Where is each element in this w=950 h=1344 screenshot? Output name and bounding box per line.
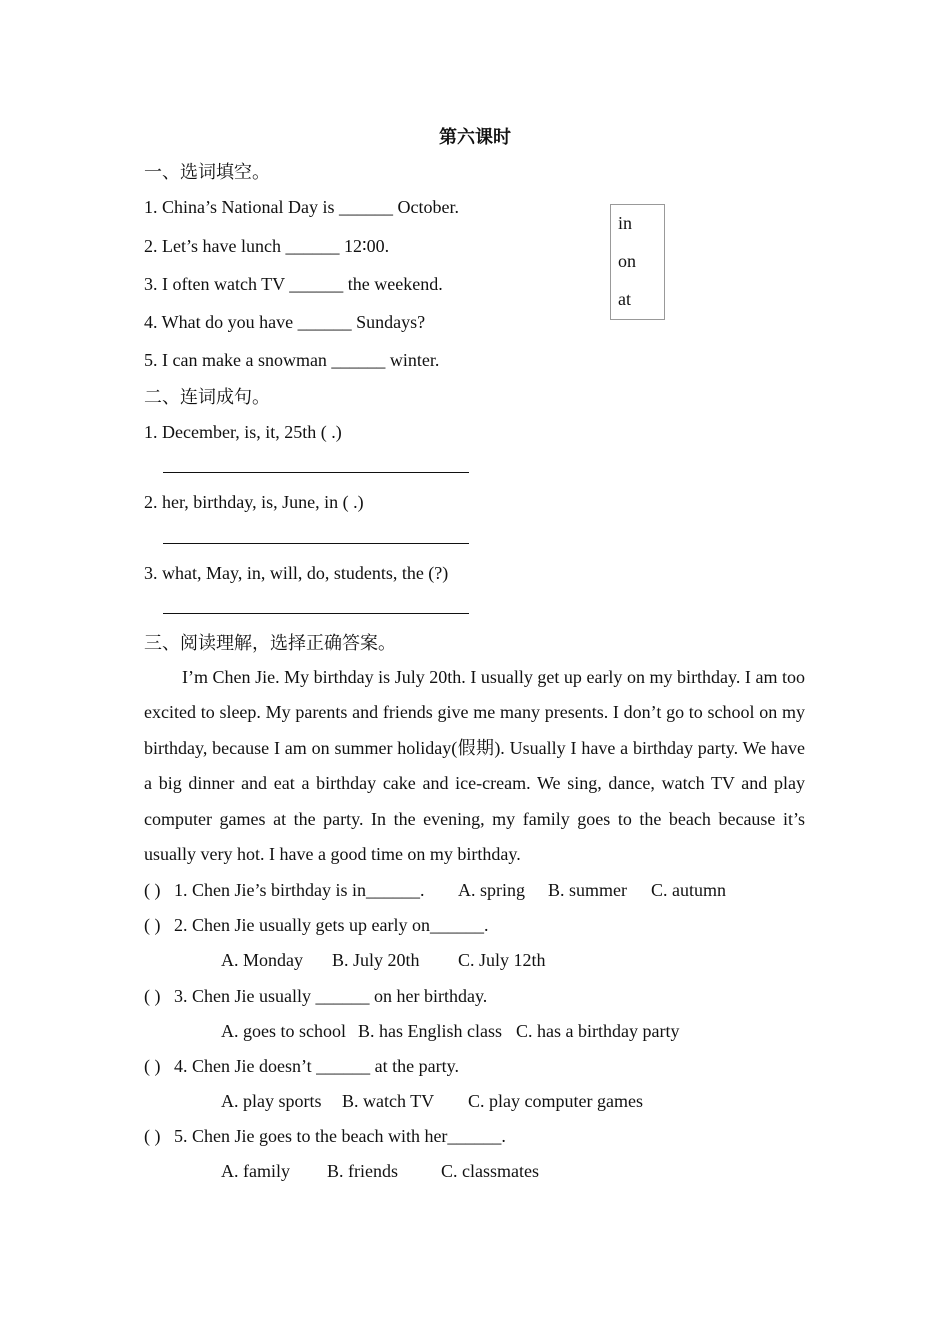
answer-paren-2: ( ) bbox=[144, 915, 161, 935]
answer-line-2 bbox=[163, 543, 469, 544]
question-4-option-b: B. watch TV bbox=[342, 1091, 435, 1111]
sentence-item-1: 1. December, is, it, 25th ( .) bbox=[144, 422, 342, 442]
fill-blank-item-2: 2. Let’s have lunch ______ 12∶00. bbox=[144, 236, 390, 256]
question-2-option-a: A. Monday bbox=[221, 950, 303, 970]
question-3-option-b: B. has English class bbox=[358, 1021, 502, 1041]
page-title: 第六课时 bbox=[439, 127, 511, 147]
question-1-option-a: A. spring bbox=[458, 880, 525, 900]
section2-heading: 二、连词成句。 bbox=[144, 387, 270, 407]
sentence-item-2: 2. her, birthday, is, June, in ( .) bbox=[144, 492, 364, 512]
question-2-option-b: B. July 20th bbox=[332, 950, 420, 970]
word-box-option-on: on bbox=[618, 251, 636, 271]
fill-blank-item-1: 1. China’s National Day is ______ October. bbox=[144, 197, 459, 217]
answer-line-1 bbox=[163, 472, 469, 473]
fill-blank-item-4: 4. What do you have ______ Sundays? bbox=[144, 312, 426, 332]
sentence-item-3: 3. what, May, in, will, do, students, the (?) bbox=[144, 563, 449, 583]
answer-line-3 bbox=[163, 613, 469, 614]
question-2-stem: 2. Chen Jie usually gets up early on______. bbox=[174, 915, 489, 935]
word-box bbox=[610, 204, 665, 320]
question-4-option-c: C. play computer games bbox=[468, 1091, 643, 1111]
question-1-option-c: C. autumn bbox=[651, 880, 726, 900]
word-box-option-at: at bbox=[618, 289, 631, 309]
fill-blank-item-3: 3. I often watch TV ______ the weekend. bbox=[144, 274, 443, 294]
answer-paren-3: ( ) bbox=[144, 986, 161, 1006]
reading-passage: I’m Chen Jie. My birthday is July 20th. I usually get up early on my birthday. I am too excited to sleep. My parents and friends give me many presents. I don’t go to school on my birthday, because I am on summer holiday(假期). Usually I have a birthday party. We have a big dinner and eat a birthday cake and ice-cream. We sing, dance, watch TV and play computer games at the party. In the evening, my family goes to the beach because it’s usually very hot. I have a good time on my birthday. bbox=[144, 667, 805, 865]
question-3-option-c: C. has a birthday party bbox=[516, 1021, 680, 1041]
question-4-stem: 4. Chen Jie doesn’t ______ at the party. bbox=[174, 1056, 459, 1076]
word-box-option-in: in bbox=[618, 213, 633, 233]
question-5-option-a: A. family bbox=[221, 1161, 290, 1181]
answer-paren-4: ( ) bbox=[144, 1056, 161, 1076]
question-5-stem: 5. Chen Jie goes to the beach with her______. bbox=[174, 1126, 506, 1146]
answer-paren-1: ( ) bbox=[144, 880, 161, 900]
question-3-stem: 3. Chen Jie usually ______ on her birthday. bbox=[174, 986, 488, 1006]
question-1-option-b: B. summer bbox=[548, 880, 627, 900]
section1-heading: 一、选词填空。 bbox=[144, 162, 270, 182]
question-5-option-b: B. friends bbox=[327, 1161, 398, 1181]
question-4-option-a: A. play sports bbox=[221, 1091, 322, 1111]
fill-blank-item-5: 5. I can make a snowman ______ winter. bbox=[144, 350, 440, 370]
question-1-stem: 1. Chen Jie’s birthday is in______. bbox=[174, 880, 425, 900]
question-2-option-c: C. July 12th bbox=[458, 950, 546, 970]
question-3-option-a: A. goes to school bbox=[221, 1021, 346, 1041]
answer-paren-5: ( ) bbox=[144, 1126, 161, 1146]
question-5-option-c: C. classmates bbox=[441, 1161, 539, 1181]
section3-heading: 三、阅读理解，选择正确答案。 bbox=[144, 633, 396, 653]
